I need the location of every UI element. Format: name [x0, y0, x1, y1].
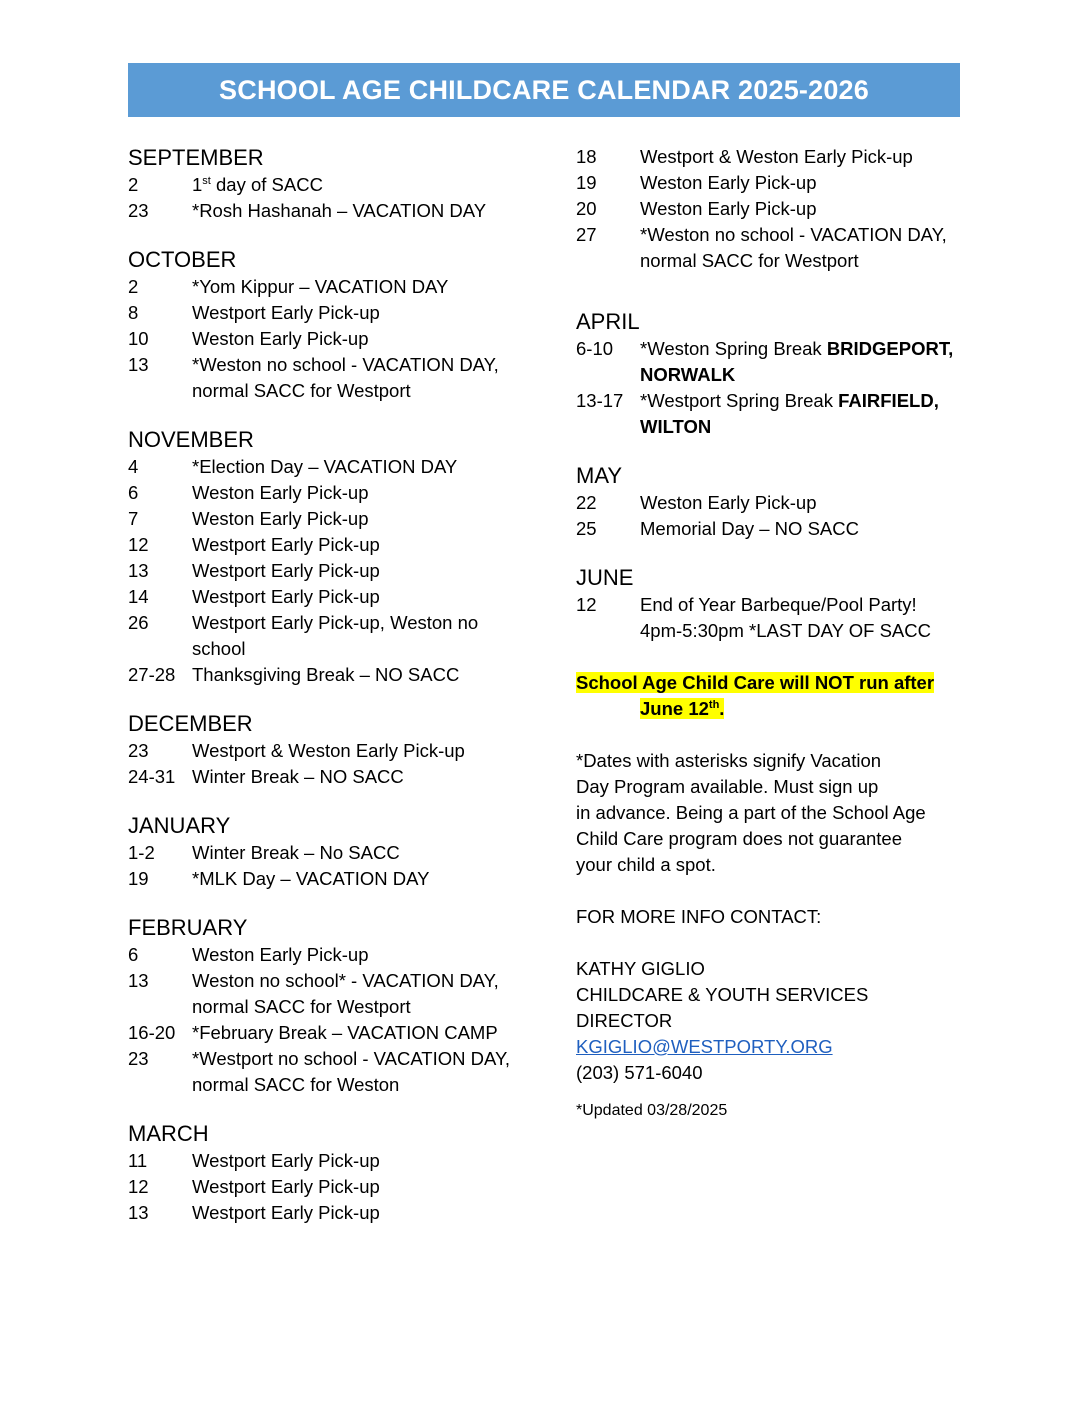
event-date: 23: [128, 740, 149, 761]
event-date: 18: [576, 146, 597, 167]
event-text: *Election Day – VACATION DAY: [192, 456, 458, 477]
event-date: 23: [128, 1048, 149, 1069]
contact-heading: FOR MORE INFO CONTACT:: [576, 906, 822, 927]
event-row: [128, 506, 528, 532]
event-date: 12: [128, 1176, 149, 1197]
event-date: 13-17: [576, 390, 624, 411]
event-text: Thanksgiving Break – NO SACC: [192, 664, 460, 685]
event-text: *February Break – VACATION CAMP: [192, 1022, 498, 1043]
event-text: Westport Early Pick-up: [192, 534, 380, 555]
event-date: 23: [128, 200, 149, 221]
event-text: *Weston Spring Break BRIDGEPORT, NORWALK: [640, 338, 954, 385]
event-row: [128, 198, 528, 224]
event-text: Weston Early Pick-up: [192, 508, 369, 529]
event-date: 6-10: [576, 338, 614, 359]
event-row: [128, 662, 528, 688]
event-date: 4: [128, 456, 139, 477]
month-heading-december: DECEMBER: [128, 711, 253, 736]
event-text: *MLK Day – VACATION DAY: [192, 868, 430, 889]
event-row: [128, 532, 528, 558]
event-date: 7: [128, 508, 139, 529]
event-row: [576, 516, 966, 542]
event-date: 13: [128, 560, 149, 581]
event-row: [128, 480, 528, 506]
contact-email-link[interactable]: KGIGLIO@WESTPORTY.ORG: [576, 1036, 833, 1057]
month-heading-november: NOVEMBER: [128, 427, 254, 452]
event-text: Westport Early Pick-up: [192, 560, 380, 581]
event-date: 22: [576, 492, 597, 513]
event-text: 1st day of SACC: [192, 174, 323, 195]
event-row: [128, 1200, 528, 1226]
page-title-banner: [128, 63, 960, 117]
event-date: 13: [128, 1202, 149, 1223]
month-heading-june: JUNE: [576, 565, 634, 590]
month-heading-may: MAY: [576, 463, 623, 488]
event-row: [128, 1046, 528, 1098]
event-text: Weston Early Pick-up: [192, 328, 369, 349]
event-row: [128, 840, 528, 866]
notice-line-2: June 12th.: [640, 698, 725, 719]
month-heading-march: MARCH: [128, 1121, 209, 1146]
event-row: [128, 968, 528, 1020]
event-row: [576, 336, 966, 388]
event-text: Weston Early Pick-up: [192, 944, 369, 965]
event-row: [128, 738, 528, 764]
month-heading-september: SEPTEMBER: [128, 145, 264, 170]
event-text: Westport Early Pick-up, Weston no school: [192, 612, 479, 659]
event-date: 1-2: [128, 842, 155, 863]
closing-notice: [576, 670, 966, 722]
contact-name: KATHY GIGLIO: [576, 958, 705, 979]
month-heading-october: OCTOBER: [128, 247, 237, 272]
event-row: [128, 326, 528, 352]
event-date: 11: [128, 1150, 148, 1171]
event-date: 6: [128, 482, 139, 503]
event-row: [576, 196, 966, 222]
event-text: Memorial Day – NO SACC: [640, 518, 859, 539]
month-heading-february: FEBRUARY: [128, 915, 248, 940]
event-date: 24-31: [128, 766, 176, 787]
event-row: [576, 222, 966, 274]
event-text: Weston Early Pick-up: [640, 492, 817, 513]
event-date: 19: [576, 172, 597, 193]
event-text: *Westport no school - VACATION DAY, normal SACC for Weston: [192, 1048, 511, 1095]
event-row: [128, 866, 528, 892]
event-date: 12: [576, 594, 597, 615]
contact-info: [576, 956, 966, 1086]
event-text: Westport Early Pick-up: [192, 1150, 380, 1171]
event-text: Westport Early Pick-up: [192, 1176, 380, 1197]
event-row: [128, 300, 528, 326]
notice-line-1: School Age Child Care will NOT run after: [576, 672, 935, 693]
event-date: 13: [128, 970, 149, 991]
event-row: [576, 490, 966, 516]
event-text: Weston no school* - VACATION DAY, normal SACC for Westport: [192, 970, 499, 1017]
left-column: [128, 144, 528, 1226]
event-text: Westport & Weston Early Pick-up: [192, 740, 465, 761]
right-column: [576, 144, 966, 1124]
event-row: [128, 1174, 528, 1200]
event-row: [576, 170, 966, 196]
event-row: [128, 584, 528, 610]
event-text: *Weston no school - VACATION DAY, normal SACC for Westport: [192, 354, 499, 401]
event-text: Westport Early Pick-up: [192, 1202, 380, 1223]
event-date: 2: [128, 276, 139, 297]
event-date: 6: [128, 944, 139, 965]
event-text: *Westport Spring Break FAIRFIELD, WILTON: [640, 390, 939, 437]
month-heading-april: APRIL: [576, 309, 640, 334]
event-row: [128, 352, 528, 404]
event-text: Winter Break – No SACC: [192, 842, 400, 863]
updated-date: *Updated 03/28/2025: [576, 1102, 728, 1119]
event-date: 13: [128, 354, 149, 375]
event-text: Winter Break – NO SACC: [192, 766, 404, 787]
event-row: [128, 942, 528, 968]
event-text: *Weston no school - VACATION DAY, normal SACC for Westport: [640, 224, 947, 271]
event-date: 20: [576, 198, 597, 219]
event-text: Weston Early Pick-up: [192, 482, 369, 503]
event-row: [128, 764, 528, 790]
event-text: *Yom Kippur – VACATION DAY: [192, 276, 449, 297]
event-row: [576, 144, 966, 170]
event-date: 25: [576, 518, 597, 539]
event-row: [128, 1020, 528, 1046]
event-row: [128, 558, 528, 584]
event-text: *Rosh Hashanah – VACATION DAY: [192, 200, 487, 221]
page-title: SCHOOL AGE CHILDCARE CALENDAR 2025-2026: [219, 74, 869, 105]
event-date: 19: [128, 868, 149, 889]
event-row: [128, 274, 528, 300]
month-heading-january: JANUARY: [128, 813, 231, 838]
event-date: 8: [128, 302, 139, 323]
event-row: [128, 172, 528, 198]
event-text: Westport & Weston Early Pick-up: [640, 146, 913, 167]
event-row: [128, 1148, 528, 1174]
event-text: Weston Early Pick-up: [640, 172, 817, 193]
contact-phone: (203) 571-6040: [576, 1062, 703, 1083]
event-date: 27: [576, 224, 597, 245]
event-text: End of Year Barbeque/Pool Party! 4pm-5:30pm *LAST DAY OF SACC: [640, 594, 931, 641]
event-date: 10: [128, 328, 149, 349]
event-row: [128, 454, 528, 480]
event-date: 14: [128, 586, 149, 607]
event-date: 26: [128, 612, 149, 633]
event-text: Weston Early Pick-up: [640, 198, 817, 219]
event-date: 2: [128, 174, 139, 195]
event-row: [128, 610, 528, 662]
asterisk-note: *Dates with asterisks signify Vacation Day Program available. Must sign up in advance. Being a part of the School Age Child Care program does not guarantee your child a spot.: [576, 750, 926, 875]
event-row: [576, 388, 966, 440]
event-text: Westport Early Pick-up: [192, 586, 380, 607]
contact-role: CHILDCARE & YOUTH SERVICES DIRECTOR: [576, 984, 869, 1031]
event-text: Westport Early Pick-up: [192, 302, 380, 323]
event-date: 27-28: [128, 664, 176, 685]
event-date: 12: [128, 534, 149, 555]
event-row: [576, 592, 966, 644]
event-date: 16-20: [128, 1022, 176, 1043]
